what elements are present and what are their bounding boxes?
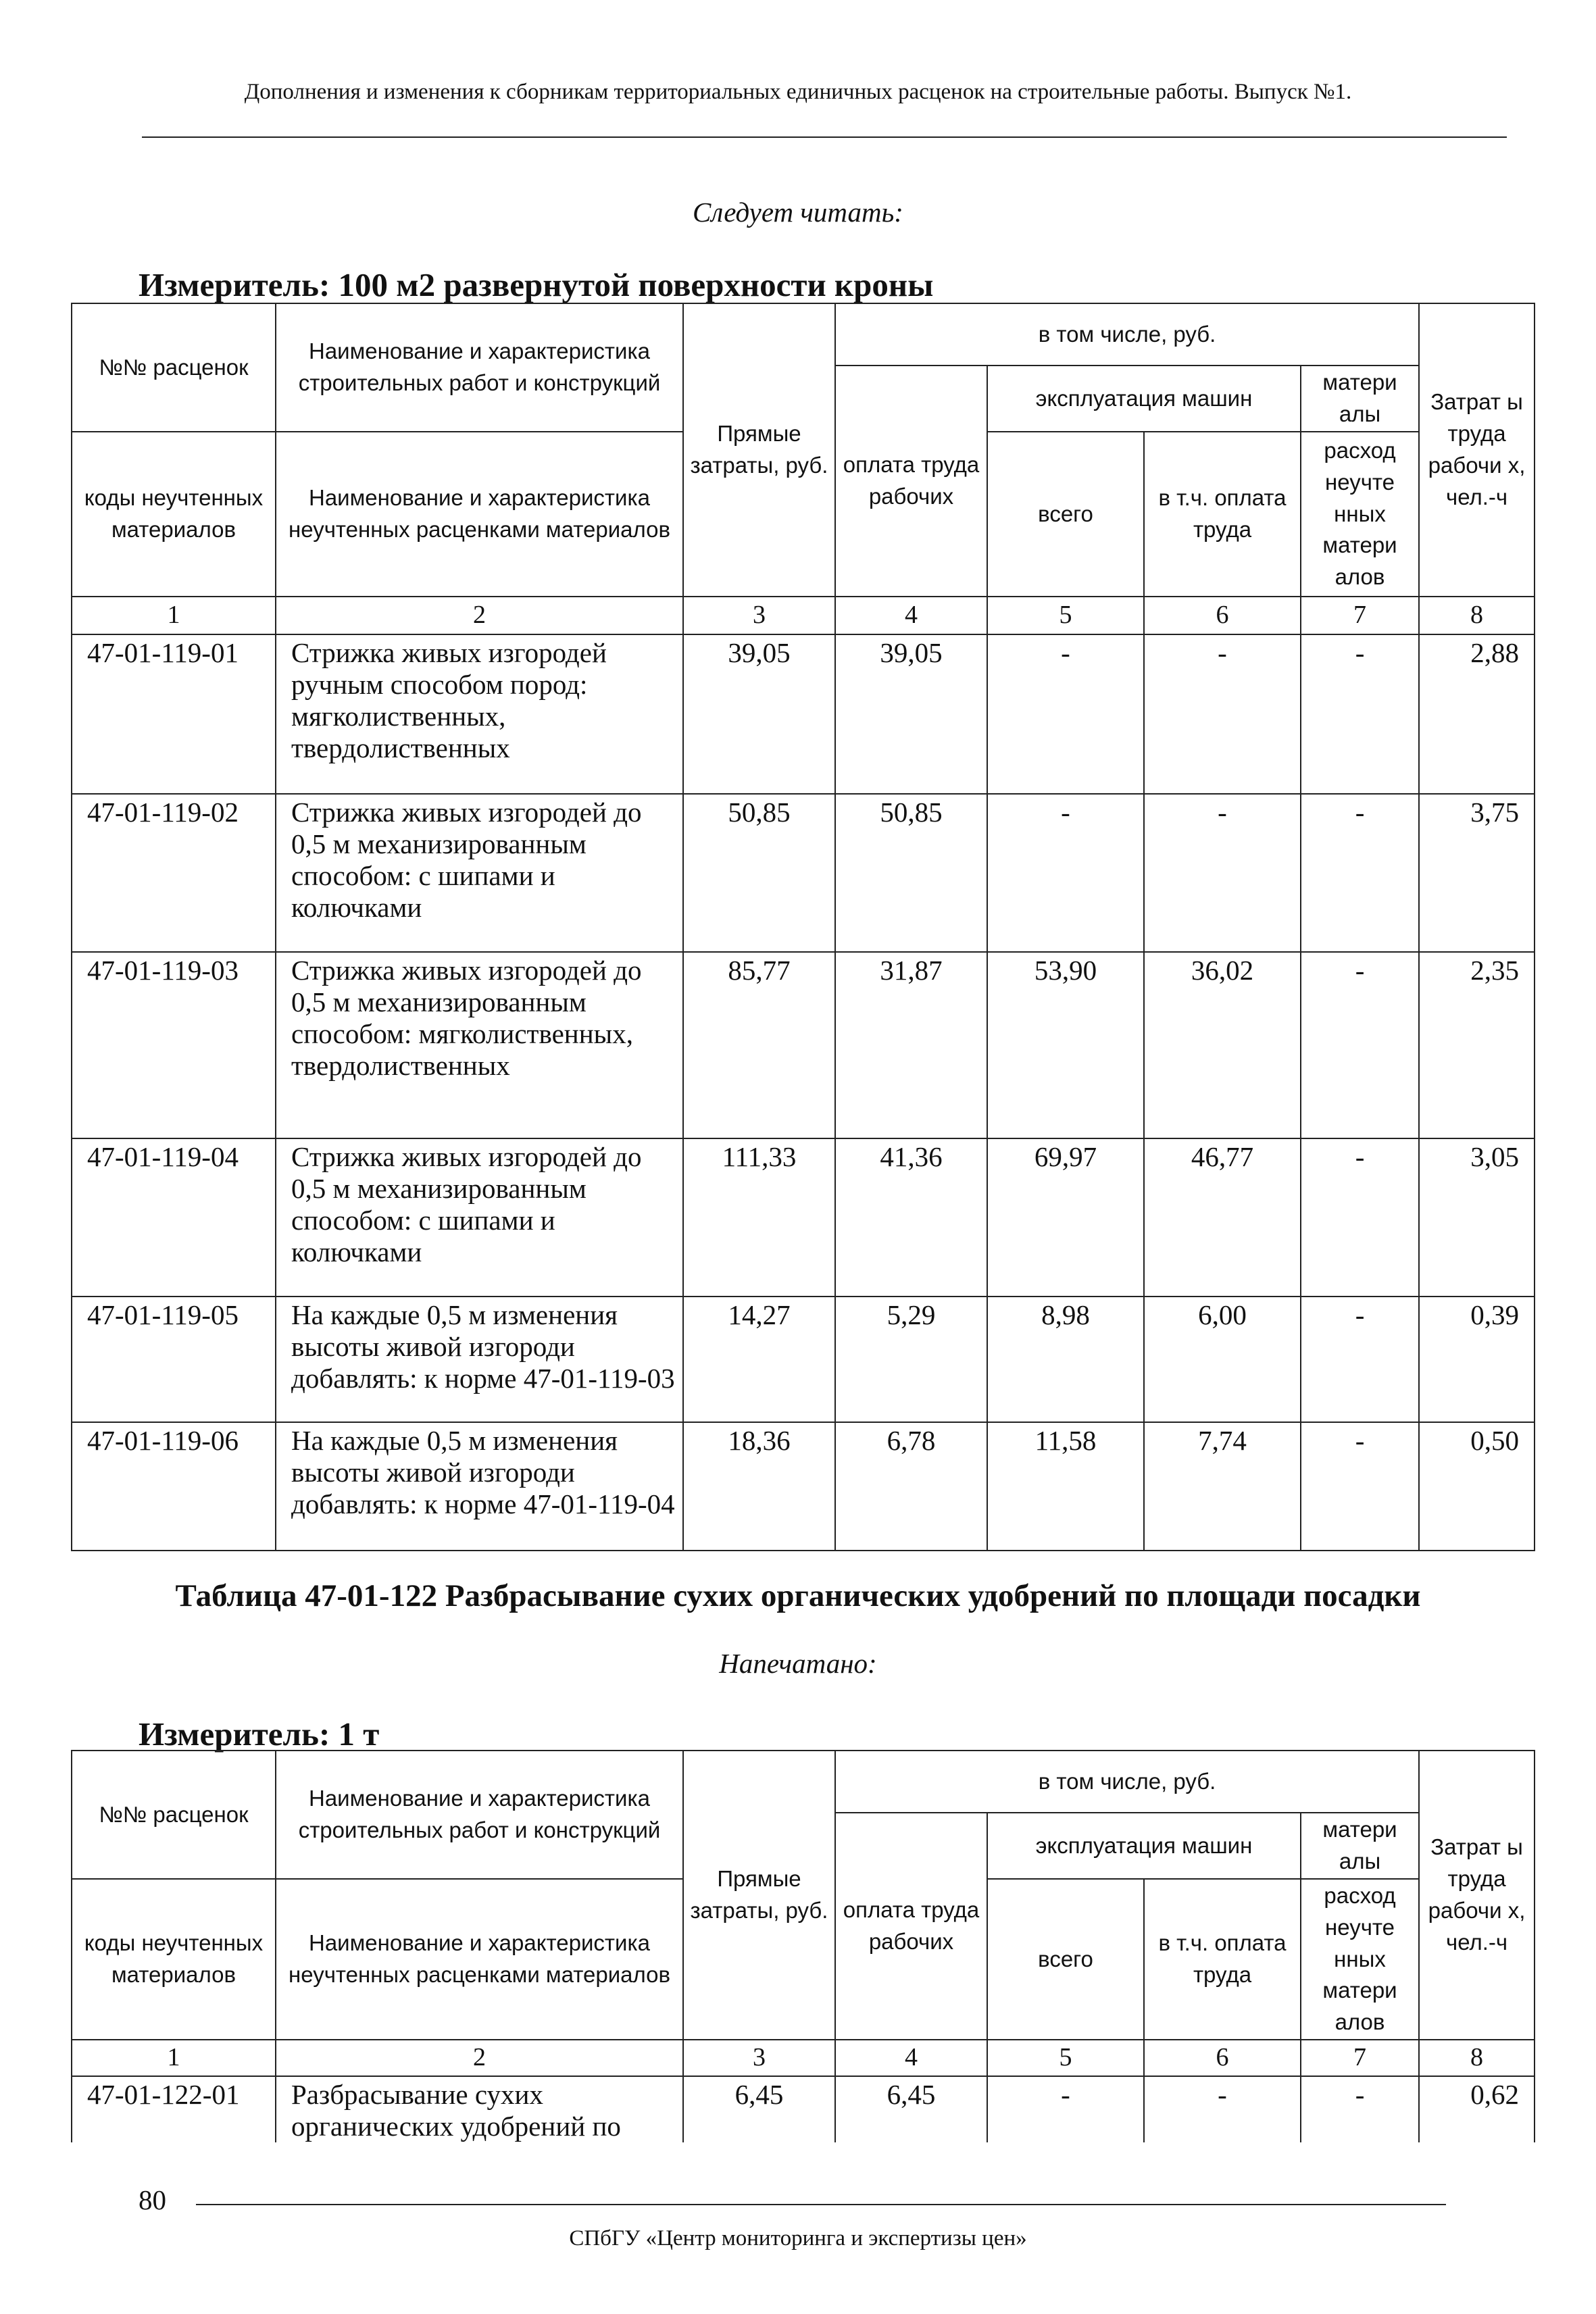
col-number: 8 (1419, 597, 1535, 634)
table-row (72, 634, 1535, 794)
work-name: Стрижка живых изгородей до 0,5 м механизированным способом: с шипами и колючками (276, 794, 683, 952)
labor-costs: 0,62 (1419, 2076, 1535, 2142)
header-codes-unaccounted: коды неучтенных материалов (72, 432, 276, 597)
machine-total: 8,98 (987, 1297, 1144, 1422)
header-machine-operation: эксплуатация машин (987, 1813, 1301, 1879)
header-direct-costs: Прямые затраты, руб. (683, 1751, 835, 2040)
header-labor-pay: оплата труда рабочих (835, 1813, 987, 2040)
labor-costs: 2,88 (1419, 634, 1535, 794)
footer-organization: СПбГУ «Центр мониторинга и экспертизы цен» (569, 2226, 1027, 2250)
direct-costs: 50,85 (683, 794, 835, 952)
labor-pay: 6,78 (835, 1422, 987, 1551)
rate-code: 47-01-119-03 (72, 952, 276, 1138)
header-unaccounted-name: Наименование и характеристика неучтенных расценками материалов (276, 1879, 683, 2040)
rate-code: 47-01-119-05 (72, 1297, 276, 1422)
direct-costs: 85,77 (683, 952, 835, 1138)
machine-total: - (987, 794, 1144, 952)
col-number: 2 (276, 2040, 683, 2076)
header-unaccounted-name: Наименование и характеристика неучтенных расценками материалов (276, 432, 683, 597)
machine-labor: 6,00 (1144, 1297, 1301, 1422)
table-row (72, 794, 1535, 952)
header-codes-unaccounted: коды неучтенных материалов (72, 1879, 276, 2040)
table-row (72, 1138, 1535, 1297)
machine-total: - (987, 2076, 1144, 2142)
section1-instruction: Следует читать: (693, 197, 903, 228)
col-number: 6 (1144, 597, 1301, 634)
labor-costs: 0,39 (1419, 1297, 1535, 1422)
work-name: На каждые 0,5 м изменения высоты живой изгороди добавлять: к норме 47-01-119-04 (276, 1422, 683, 1551)
header-work-name: Наименование и характеристика строительных работ и конструкций (276, 1751, 683, 1879)
col-number: 5 (987, 597, 1144, 634)
machine-labor: 7,74 (1144, 1422, 1301, 1551)
footer-divider (196, 2204, 1446, 2205)
rate-code: 47-01-119-01 (72, 634, 276, 794)
labor-pay: 5,29 (835, 1297, 987, 1422)
header-machine-labor: в т.ч. оплата труда (1144, 432, 1301, 597)
materials: - (1301, 634, 1419, 794)
col-number: 4 (835, 2040, 987, 2076)
table-row (72, 1422, 1535, 1551)
col-number: 4 (835, 597, 987, 634)
labor-costs: 2,35 (1419, 952, 1535, 1138)
labor-costs: 0,50 (1419, 1422, 1535, 1551)
materials: - (1301, 794, 1419, 952)
section2-instruction: Напечатано: (719, 1648, 877, 1679)
machine-total: 53,90 (987, 952, 1144, 1138)
labor-pay: 41,36 (835, 1138, 987, 1297)
materials: - (1301, 2076, 1419, 2142)
machine-total: 11,58 (987, 1422, 1144, 1551)
machine-total: 69,97 (987, 1138, 1144, 1297)
rates-table-1 (71, 303, 1535, 1551)
table2-title: Таблица 47-01-122 Разбрасывание сухих органических удобрений по площади посадки (175, 1578, 1421, 1613)
labor-pay: 50,85 (835, 794, 987, 952)
materials: - (1301, 1138, 1419, 1297)
machine-total: - (987, 634, 1144, 794)
table-row (72, 952, 1535, 1138)
header-machine-total: всего (987, 1879, 1144, 2040)
table-row (72, 2076, 1535, 2142)
header-unaccounted-consumption: расход неучте нных матери алов (1301, 1879, 1419, 2040)
rate-code: 47-01-122-01 (72, 2076, 276, 2142)
labor-pay: 39,05 (835, 634, 987, 794)
machine-labor: - (1144, 2076, 1301, 2142)
rate-code: 47-01-119-02 (72, 794, 276, 952)
col-number: 3 (683, 597, 835, 634)
work-name: На каждые 0,5 м изменения высоты живой изгороди добавлять: к норме 47-01-119-03 (276, 1297, 683, 1422)
header-rate-no: №№ расценок (72, 303, 276, 432)
header-machine-operation: эксплуатация машин (987, 366, 1301, 432)
machine-labor: - (1144, 634, 1301, 794)
header-labor-pay: оплата труда рабочих (835, 366, 987, 597)
running-header: Дополнения и изменения к сборникам территориальных единичных расценок на строительные работы. Выпуск №1. (244, 80, 1352, 104)
materials: - (1301, 1297, 1419, 1422)
machine-labor: 46,77 (1144, 1138, 1301, 1297)
header-work-name: Наименование и характеристика строительных работ и конструкций (276, 303, 683, 432)
section1-unit: Измеритель: 100 м2 развернутой поверхности кроны (139, 266, 934, 303)
rates-table-2 (71, 1750, 1535, 2142)
col-number: 3 (683, 2040, 835, 2076)
machine-labor: - (1144, 794, 1301, 952)
page-number: 80 (139, 2184, 166, 2215)
work-name: Стрижка живых изгородей до 0,5 м механизированным способом: мягколиственных, твердолиственных (276, 952, 683, 1138)
header-including: в том числе, руб. (835, 303, 1419, 366)
work-name: Разбрасывание сухих органических удобрений по (276, 2076, 683, 2142)
work-name: Стрижка живых изгородей ручным способом пород: мягколиственных, твердолиственных (276, 634, 683, 794)
direct-costs: 39,05 (683, 634, 835, 794)
header-labor-costs: Затрат ы труда рабочи х, чел.-ч (1419, 1751, 1535, 2040)
col-number: 5 (987, 2040, 1144, 2076)
rate-code: 47-01-119-04 (72, 1138, 276, 1297)
header-materials: матери алы (1301, 366, 1419, 432)
col-number: 1 (72, 597, 276, 634)
direct-costs: 14,27 (683, 1297, 835, 1422)
labor-pay: 6,45 (835, 2076, 987, 2142)
direct-costs: 6,45 (683, 2076, 835, 2142)
header-machine-labor: в т.ч. оплата труда (1144, 1879, 1301, 2040)
table-row (72, 1297, 1535, 1422)
work-name: Стрижка живых изгородей до 0,5 м механизированным способом: с шипами и колючками (276, 1138, 683, 1297)
materials: - (1301, 1422, 1419, 1551)
labor-costs: 3,75 (1419, 794, 1535, 952)
labor-costs: 3,05 (1419, 1138, 1535, 1297)
col-number: 6 (1144, 2040, 1301, 2076)
section2-unit: Измеритель: 1 т (139, 1715, 380, 1753)
direct-costs: 111,33 (683, 1138, 835, 1297)
col-number: 2 (276, 597, 683, 634)
header-labor-costs: Затрат ы труда рабочи х, чел.-ч (1419, 303, 1535, 597)
header-direct-costs: Прямые затраты, руб. (683, 303, 835, 597)
header-rate-no: №№ расценок (72, 1751, 276, 1879)
header-machine-total: всего (987, 432, 1144, 597)
direct-costs: 18,36 (683, 1422, 835, 1551)
col-number: 7 (1301, 2040, 1419, 2076)
col-number: 7 (1301, 597, 1419, 634)
col-number: 8 (1419, 2040, 1535, 2076)
labor-pay: 31,87 (835, 952, 987, 1138)
header-divider (142, 136, 1507, 138)
machine-labor: 36,02 (1144, 952, 1301, 1138)
rate-code: 47-01-119-06 (72, 1422, 276, 1551)
col-number: 1 (72, 2040, 276, 2076)
header-materials: матери алы (1301, 1813, 1419, 1879)
header-unaccounted-consumption: расход неучте нных матери алов (1301, 432, 1419, 597)
materials: - (1301, 952, 1419, 1138)
header-including: в том числе, руб. (835, 1751, 1419, 1813)
